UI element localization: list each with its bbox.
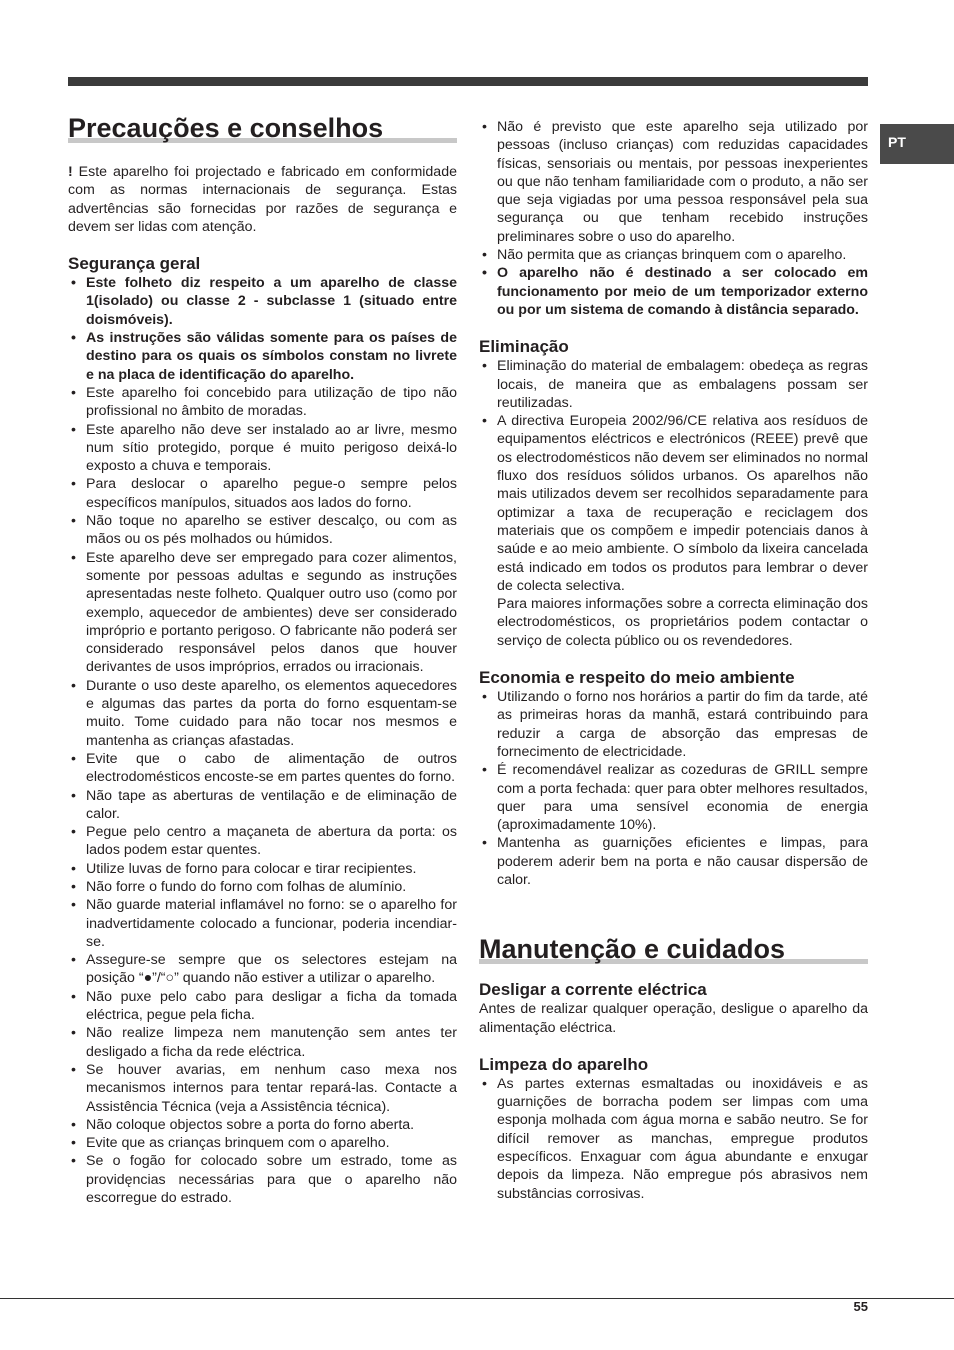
intro-paragraph (68, 163, 457, 236)
disconnect-text: Antes de realizar qualquer operação, desligue o aparelho da alimentação eléctrica. (479, 1001, 868, 1036)
safety-heading: Segurança geral (68, 254, 201, 274)
top-rule (68, 77, 868, 86)
list-item: • Não puxe pelo cabo para desligar a ficha da tomada eléctrica, pegue pela ficha. (68, 988, 457, 1025)
list-item: • Este aparelho foi concebido para utilização de tipo não profissional no âmbito de moradas. (68, 384, 457, 421)
list-item: • Utilizando o forno nos horários a partir do fim da tarde, até as primeiras horas da manhã, estará contribuindo para reduzir a carga de absorção das empresas de fornecimento de electricidade. (479, 688, 868, 761)
maintenance-title-text: Manutenção e cuidados (479, 934, 786, 965)
list-item: • Para deslocar o aparelho pegue-o sempre pelos específicos manípulos, situados aos lados do forno. (68, 475, 457, 512)
list-item: • A directiva Europeia 2002/96/CE relativa aos resíduos de equipamentos eléctricos e electrónicos (REEE) prevê que os electrodomésticos não devem ser eliminados no normal fluxo dos resíduos sólidos urbanos. Os aparelhos não mais utilizados devem ser recolhidos separadamente para optimizar a taxa de recuperação e reciclagem dos materiais que os compõem e impedir potenciais danos à saúde e ao meio ambiente. O símbolo da lixeira cancelada está indicado em todos os produtos para lembrar o dever de colecta selectiva. (479, 412, 868, 595)
list-item: • Eliminação do material de embalagem: obedeça as regras locais, de maneira que as embalagens possam ser reutilizadas. (479, 357, 868, 412)
list-item: • Se o fogão for colocado sobre um estrado, tome as providęncias necessárias para que o aparelho não escorregue do estrado. (68, 1152, 457, 1207)
list-item: • Evite que as crianças brinquem com o aparelho. (68, 1134, 457, 1152)
list-item: • Durante o uso deste aparelho, os elementos aquecedores e algumas das partes da porta do forno esquentam-se muito. Tome cuidado para não tocar nos mesmos e mantenha as crianças afastadas. (68, 677, 457, 750)
economy-list (479, 688, 868, 889)
maintenance-title (479, 933, 868, 966)
right-column (479, 118, 868, 1203)
left-column (68, 112, 457, 1207)
list-item: • Se houver avarias, em nenhum caso mexa nos mecanismos internos para tentar repará-las. Contacte a Assistência Técnica (veja a Assistência técnica). (68, 1061, 457, 1116)
language-tab: PT (880, 124, 954, 164)
footer-rule (0, 1298, 954, 1299)
cleaning-list (479, 1075, 868, 1203)
precautions-title (68, 112, 457, 145)
list-item: • Não permita que as crianças brinquem com o aparelho. (479, 246, 868, 264)
warning-mark: ! (68, 164, 73, 180)
disposal-list (479, 357, 868, 595)
list-item: • Não realize limpeza nem manutenção sem antes ter desligado a ficha da rede eléctrica. (68, 1024, 457, 1061)
list-item: • Mantenha as guarnições eficientes e limpas, para poderem aderir bem na porta e não causar dispersão de calor. (479, 834, 868, 889)
intro-text: Este aparelho foi projectado e fabricado em conformidade com as normas internacionais de segurança. Estas advertências são fornecidas por razões de segurança e devem ser lidas com atenção. (68, 164, 457, 235)
list-item: • Não forre o fundo do forno com folhas de alumínio. (68, 878, 457, 896)
list-item: • As partes externas esmaltadas ou inoxidáveis e as guarnições de borracha podem ser limpas com uma esponja molhada com água morna e sabão neutro. Se for difícil remover as manchas, empregue produtos específicos. Enxaguar com água abundante e enxugar depois da limpeza. Não empregue pós abrasivos nem substâncias corrosivas. (479, 1075, 868, 1203)
list-item: • O aparelho não é destinado a ser colocado em funcionamento por meio de um temporizador externo ou por um sistema de comando à distância separado. (479, 264, 868, 319)
list-item: • Não guarde material inflamável no forno: se o aparelho for inadvertidamente colocado a funcionar, poderia incendiar-se. (68, 896, 457, 951)
list-item: • Este aparelho deve ser empregado para cozer alimentos, somente por pessoas adultas e segundo as instruções apresentadas neste folheto. Qualquer outro uso (como por exemplo, aquecedor de ambientes) deve ser considerado impróprio e portanto perigoso. O fabricante não poderá ser considerado responsável pelos danos que houver derivantes de usos impróprios, errados ou irracionais. (68, 549, 457, 677)
page-number: 55 (853, 1299, 868, 1314)
list-item: • Evite que o cabo de alimentação de outros electrodomésticos encoste-se em partes quentes do forno. (68, 750, 457, 787)
list-item: • Assegure-se sempre que os selectores estejam na posição “●”/“○” quando não estiver a utilizar o aparelho. (68, 951, 457, 988)
list-item: • Não tape as aberturas de ventilação e de eliminação de calor. (68, 787, 457, 824)
list-item: • É recomendável realizar as cozeduras de GRILL sempre com a porta fechada: quer para obter melhores resultados, quer para uma sensível economia de energia (aproximadamente 10%). (479, 761, 868, 834)
list-item: • Não é previsto que este aparelho seja utilizado por pessoas (incluso crianças) com reduzidas capacidades físicas, sensoriais ou mentais, por pessoas inexperientes ou que não tenham familiaridade com o produto, a não ser que seja vigiadas por uma pessoa responsável pela sua segurança ou que tenham recebido instruções preliminares sobre o uso do aparelho. (479, 118, 868, 246)
list-item: • Este folheto diz respeito a um aparelho de classe 1(isolado) ou classe 2 - subclasse 1 (situado entre doismóveis). (68, 274, 457, 329)
list-item: • Pegue pelo centro a maçaneta de abertura da porta: os lados podem estar quentes. (68, 823, 457, 860)
disposal-heading: Eliminação (479, 337, 569, 357)
list-item: • Este aparelho não deve ser instalado ao ar livre, mesmo num sítio protegido, porque é muito perigoso deixá-lo exposto a chuva e temporais. (68, 421, 457, 476)
list-item: • Não coloque objectos sobre a porta do forno aberta. (68, 1116, 457, 1134)
disposal-note: Para maiores informações sobre a correcta eliminação dos electrodomésticos, os proprietários podem contactar o serviço de colecta público ou os revendedores. (497, 596, 868, 649)
precautions-title-text: Precauções e conselhos (68, 113, 384, 143)
cleaning-heading: Limpeza do aparelho (479, 1054, 649, 1074)
list-item: • As instruções são válidas somente para os países de destino para os quais os símbolos constam no livrete e na placa de identificação do aparelho. (68, 329, 457, 384)
list-item: • Utilize luvas de forno para colocar e tirar recipientes. (68, 860, 457, 878)
disconnect-heading: Desligar a corrente eléctrica (479, 980, 707, 1000)
economy-heading: Economia e respeito do meio ambiente (479, 668, 795, 688)
list-item: • Não toque no aparelho se estiver descalço, ou com as mãos ou os pés molhados ou húmidos. (68, 512, 457, 549)
safety-list-continued (479, 118, 868, 319)
safety-list (68, 274, 457, 1207)
